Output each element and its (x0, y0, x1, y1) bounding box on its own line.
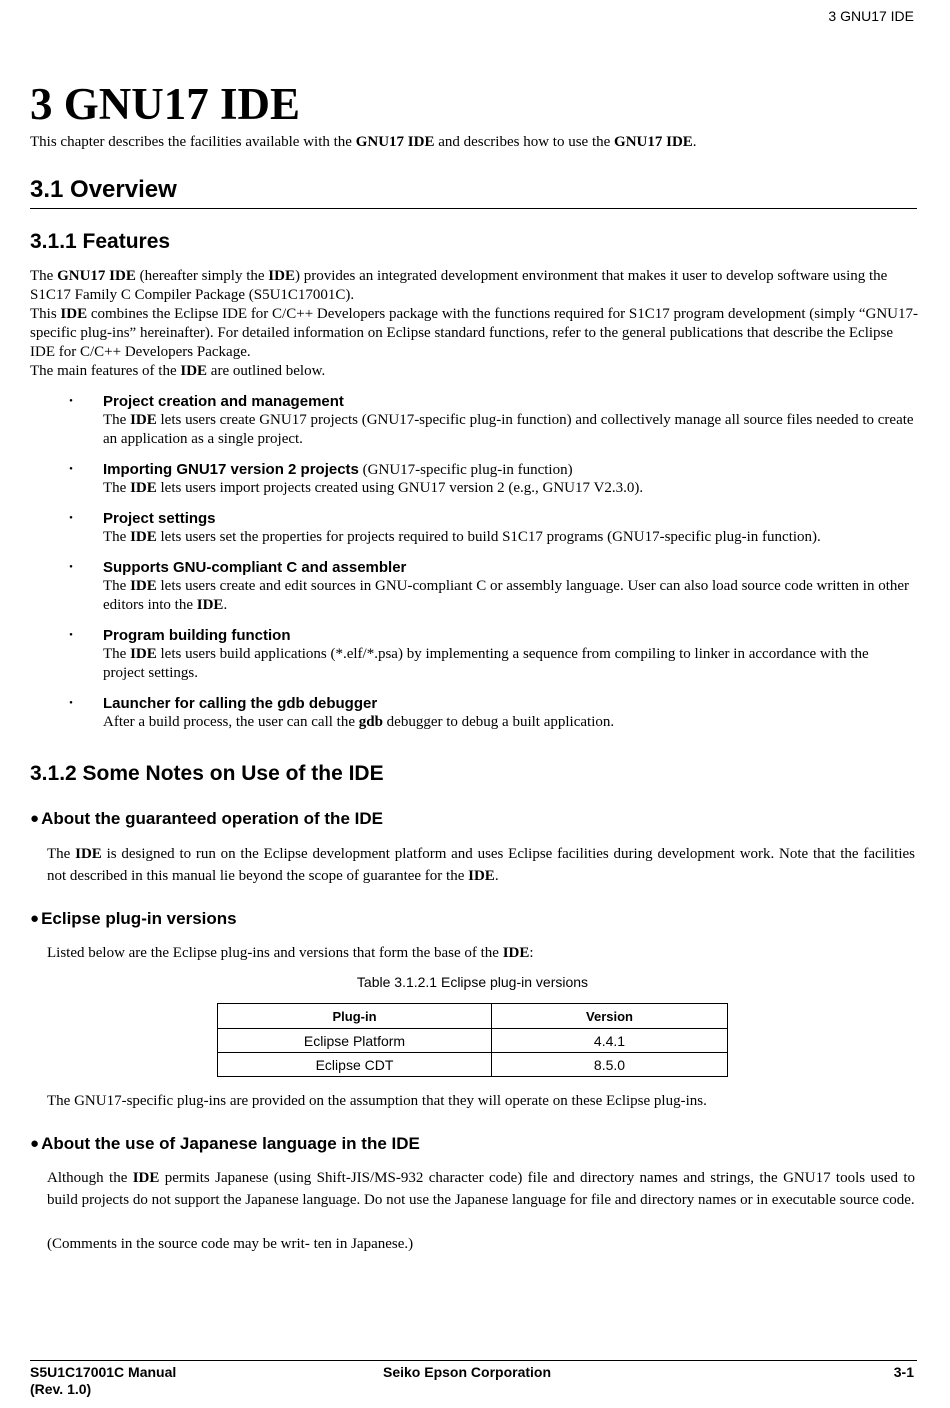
feature-item (64, 509, 914, 547)
subheading-japanese (30, 1133, 420, 1156)
feature-item (64, 460, 914, 498)
bold-term: IDE (502, 945, 530, 961)
bold-term: IDE (132, 1170, 160, 1186)
feature-title: Supports GNU-compliant C and assembler (103, 559, 407, 576)
bold-term: IDE (130, 412, 157, 428)
bold-term: IDE (468, 868, 495, 884)
feature-title: Project settings (103, 510, 216, 527)
bold-term: IDE (130, 646, 157, 662)
feature-description: The IDE lets users create and edit sources in GNU-compliant C or assembly language. User can also load source code written in other editors into the IDE. (103, 578, 910, 613)
section-heading-features: 3.1.1 Features (30, 230, 171, 253)
subheading-text: Eclipse plug-in versions (41, 909, 237, 928)
table-caption: Table 3.1.2.1 Eclipse plug-in versions (356, 974, 589, 990)
plugins-intro-paragraph: Listed below are the Eclipse plug-ins and versions that form the base of the IDE: (47, 945, 534, 961)
bold-term: GNU17 IDE (57, 268, 136, 284)
table-cell-version: 8.5.0 (492, 1053, 728, 1077)
footer-manual-info (30, 1364, 176, 1398)
table-row (218, 1029, 728, 1053)
plugins-after-paragraph: The GNU17-specific plug-ins are provided on the assumption that they will operate on these Eclipse plug-ins. (47, 1093, 707, 1109)
bold-term: IDE (130, 529, 157, 545)
feature-description: The IDE lets users import projects created using GNU17 version 2 (e.g., GNU17 V2.3.0). (103, 480, 644, 496)
bold-term: IDE (180, 363, 208, 379)
footer-company: Seiko Epson Corporation (383, 1364, 552, 1380)
feature-description: The IDE lets users create GNU17 projects (GNU17-specific plug-in function) and collectively manage all source files needed to create an application as a single project. (103, 412, 914, 447)
feature-title: Program building function (103, 627, 291, 644)
guarantee-paragraph: The IDE is designed to run on the Eclipse development platform and uses Eclipse facilities during development work. Note that the facilities not described in this manual lie beyond the scope of guarantee for the IDE. (47, 846, 915, 884)
footer-manual-name: S5U1C17001C Manual (30, 1364, 177, 1380)
japanese-comment-note: (Comments in the source code may be writ- ten in Japanese.) (47, 1236, 414, 1252)
feature-item (64, 694, 914, 732)
bold-term: GNU17 IDE (355, 134, 435, 150)
features-intro: The GNU17 IDE (hereafter simply the IDE) provides an integrated development environment that makes it user to develop software using the S1C17 Family C Compiler Package (S5U1C17001C). This IDE combines the Eclipse IDE for C/C++ Developers package with the functions required for S1C17 program development (simply “GNU17-specific plug-ins” hereinafter). For detailed information on Eclipse standard functions, refer to the general publications that describe the Eclipse IDE for C/C++ Developers Package. The main features of the IDE are outlined below. (30, 268, 918, 379)
table-cell-plugin: Eclipse Platform (218, 1029, 492, 1053)
subheading-plugins (30, 908, 237, 931)
footer-page-number: 3-1 (893, 1364, 914, 1380)
bullet-icon: ・ (64, 697, 78, 712)
bullet-icon: ・ (64, 395, 78, 410)
bullet-icon: ・ (64, 629, 78, 644)
bullet-icon: ・ (64, 561, 78, 576)
bold-term: IDE (196, 597, 224, 613)
bullet-icon: ・ (64, 463, 78, 478)
table-cell-version: 4.4.1 (492, 1029, 728, 1053)
subheading-text: About the use of Japanese language in the IDE (41, 1134, 420, 1153)
bold-term: IDE (130, 578, 157, 594)
feature-list (64, 392, 914, 743)
bold-term: gdb (358, 714, 383, 730)
feature-item (64, 392, 914, 449)
subheading-guarantee (30, 808, 383, 831)
table-cell-plugin: Eclipse CDT (218, 1053, 492, 1077)
plugin-versions-table (217, 1003, 728, 1077)
feature-description: After a build process, the user can call the gdb debugger to debug a built application. (103, 714, 615, 730)
section-heading-notes: 3.1.2 Some Notes on Use of the IDE (30, 762, 384, 785)
feature-title: Project creation and management (103, 393, 344, 410)
feature-description: The IDE lets users build applications (*.elf/*.psa) by implementing a sequence from compiling to linker in accordance with the project settings. (103, 646, 869, 681)
table-header-row (218, 1004, 728, 1029)
feature-title: Launcher for calling the gdb debugger (103, 695, 378, 712)
bullet-dot-icon: ● (30, 1135, 40, 1152)
subheading-text: About the guaranteed operation of the IDE (41, 809, 383, 828)
column-header-version: Version (492, 1004, 728, 1029)
bold-term: IDE (130, 480, 157, 496)
bullet-icon: ・ (64, 512, 78, 527)
japanese-paragraph: Although the IDE permits Japanese (using Shift-JIS/MS-932 character code) file and directory names and strings, the GNU17 tools used to build projects do not support the Japanese language. Do not use the Japanese language for file and directory names or in executable source code. (47, 1170, 915, 1208)
bold-term: GNU17 IDE (614, 134, 693, 150)
chapter-title: 3 GNU17 IDE (30, 79, 301, 129)
feature-note: (GNU17-specific plug-in function) (358, 462, 573, 478)
column-header-plugin: Plug-in (218, 1004, 492, 1029)
bullet-dot-icon: ● (30, 910, 40, 927)
feature-title: Importing GNU17 version 2 projects (103, 461, 359, 478)
feature-description: The IDE lets users set the properties for projects required to build S1C17 programs (GNU17-specific plug-in function). (103, 529, 821, 545)
section-heading-overview: 3.1 Overview (30, 176, 917, 209)
feature-item (64, 558, 914, 615)
footer-revision: (Rev. 1.0) (30, 1381, 92, 1397)
bold-term: IDE (75, 846, 102, 862)
running-header: 3 GNU17 IDE (828, 8, 914, 24)
bold-term: IDE (268, 268, 295, 284)
table-row (218, 1053, 728, 1077)
feature-item (64, 626, 914, 683)
bold-term: IDE (60, 306, 88, 322)
bullet-dot-icon: ● (30, 810, 40, 827)
footer-divider (30, 1360, 917, 1361)
chapter-intro: This chapter describes the facilities available with the GNU17 IDE and describes how to use the GNU17 IDE. (30, 134, 697, 150)
